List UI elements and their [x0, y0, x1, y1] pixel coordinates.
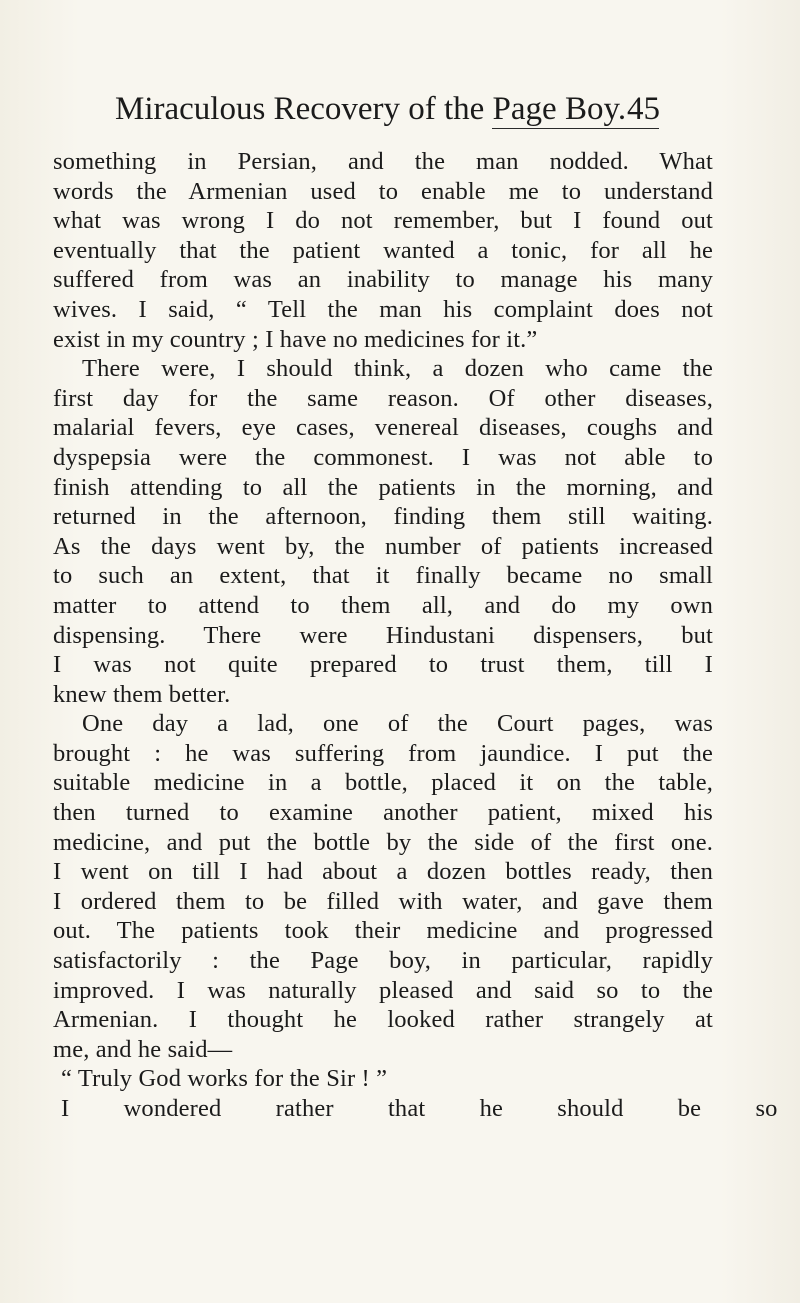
text-line: what was wrong I do not remember, but I found out — [53, 207, 713, 235]
text-line: brought : he was suffering from jaundice. I put the — [53, 739, 713, 767]
text-line: first day for the same reason. Of other diseases, — [53, 384, 713, 412]
text-line: malarial fevers, eye cases, venereal diseases, coughs and — [53, 414, 713, 442]
text-line: improved. I was naturally pleased and said so to the — [53, 976, 713, 1004]
text-line: As the days went by, the number of patients increased — [53, 532, 713, 560]
text-line: finish attending to all the patients in the morning, and — [53, 473, 713, 501]
paragraph-end-line: knew them better. — [53, 680, 231, 708]
text-line: returned in the afternoon, finding them still waiting. — [53, 503, 713, 531]
text-line: satisfactorily : the Page boy, in particular, rapidly — [53, 947, 713, 975]
paragraph-end-line: exist in my country ; I have no medicines for it.” — [53, 325, 538, 353]
text-line: medicine, and put the bottle by the side of the first one. — [53, 828, 713, 856]
text-line: matter to attend to them all, and do my own — [53, 591, 713, 619]
text-line: Armenian. I thought he looked rather strangely at — [53, 1006, 713, 1034]
page-header — [115, 92, 660, 126]
text-line: something in Persian, and the man nodded. What — [53, 148, 713, 175]
text-line: dyspepsia were the commonest. I was not able to — [53, 443, 713, 471]
text-line: I went on till I had about a dozen bottles ready, then — [53, 858, 713, 886]
text-line: suffered from was an inability to manage his many — [53, 266, 713, 294]
chapter-title: Miraculous Recovery of the Page Boy. — [115, 91, 627, 127]
text-line: then turned to examine another patient, mixed his — [53, 799, 713, 827]
text-line: I wondered rather that he should be so — [61, 1095, 778, 1122]
paragraph-start-line: One day a lad, one of the Court pages, was — [82, 710, 713, 738]
text-line: out. The patients took their medicine and progressed — [53, 917, 713, 945]
body-text — [53, 147, 778, 1124]
header-underline — [492, 128, 659, 129]
text-line: eventually that the patient wanted a tonic, for all he — [53, 236, 713, 264]
paragraph-start-line: There were, I should think, a dozen who came the — [82, 355, 713, 383]
paragraph-end-line: me, and he said— — [53, 1035, 233, 1063]
page-number: 45 — [627, 91, 660, 127]
text-line: dispensing. There were Hindustani dispensers, but — [53, 621, 713, 649]
text-line: to such an extent, that it finally became no small — [53, 562, 713, 590]
text-line: I was not quite prepared to trust them, till I — [53, 651, 713, 679]
text-line: I ordered them to be filled with water, and gave them — [53, 887, 713, 915]
text-line: wives. I said, “ Tell the man his complaint does not — [53, 295, 713, 323]
text-line: suitable medicine in a bottle, placed it on the table, — [53, 769, 713, 797]
quoted-speech-line: “ Truly God works for the Sir ! ” — [61, 1065, 388, 1093]
text-line: words the Armenian used to enable me to understand — [53, 177, 713, 205]
